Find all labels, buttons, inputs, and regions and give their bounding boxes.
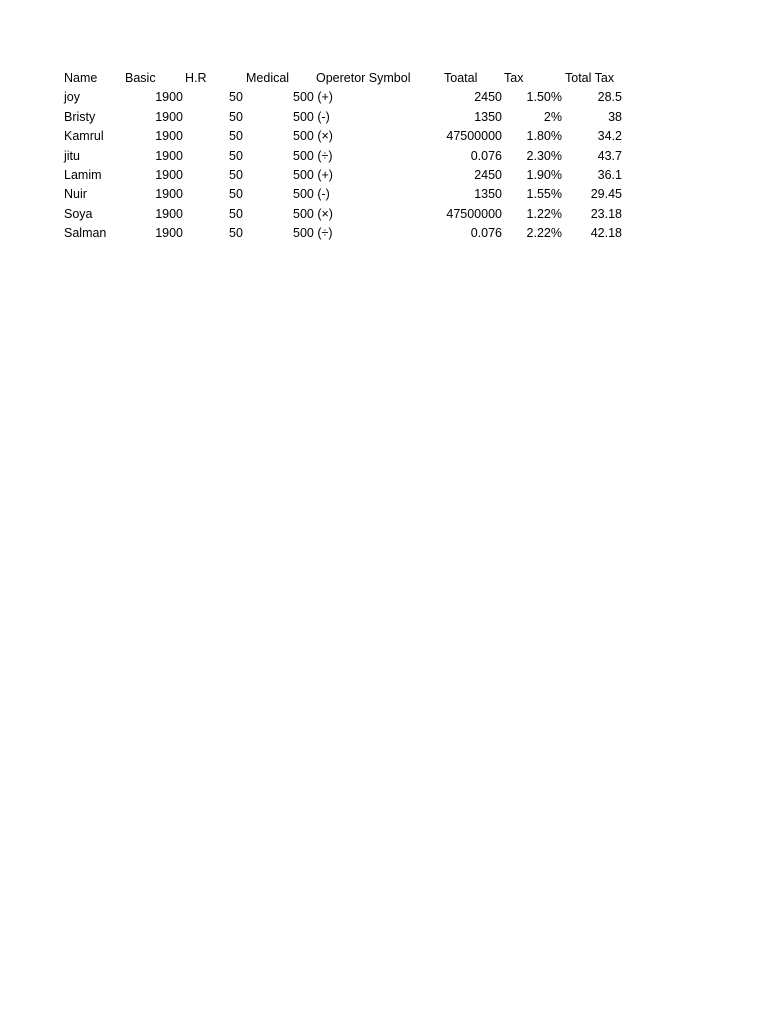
cell-name: Salman <box>64 226 107 241</box>
salary-table <box>0 69 768 244</box>
table-row <box>0 127 768 146</box>
cell-symbol: 500 (+) <box>293 90 333 105</box>
header-basic: Basic <box>125 71 156 85</box>
header-tax: Tax <box>504 71 524 85</box>
cell-basic: 1900 <box>155 226 183 241</box>
cell-hr: 50 <box>229 90 243 105</box>
header-name: Name <box>64 71 98 85</box>
cell-name: Lamim <box>64 167 102 182</box>
cell-name: jitu <box>64 148 80 163</box>
cell-tax: 1.80% <box>526 129 562 144</box>
cell-total: 47500000 <box>446 129 502 144</box>
cell-hr: 50 <box>229 129 243 144</box>
cell-basic: 1900 <box>155 109 183 124</box>
header-hr: H.R <box>185 71 207 85</box>
cell-name: Soya <box>64 206 93 221</box>
header-symbol: Operetor Symbol <box>316 71 411 85</box>
cell-tax: 2.30% <box>526 148 562 163</box>
header-row <box>0 69 768 88</box>
table-row <box>0 147 768 166</box>
cell-total: 2450 <box>474 90 502 105</box>
cell-total: 47500000 <box>446 206 502 221</box>
cell-basic: 1900 <box>155 90 183 105</box>
cell-tax: 1.50% <box>526 90 562 105</box>
cell-basic: 1900 <box>155 187 183 202</box>
cell-total-tax: 29.45 <box>590 187 622 202</box>
cell-total-tax: 23.18 <box>590 206 622 221</box>
cell-name: Bristy <box>64 109 96 124</box>
cell-name: joy <box>64 90 80 105</box>
cell-total: 0.076 <box>470 148 502 163</box>
cell-tax: 1.22% <box>526 206 562 221</box>
table-row <box>0 88 768 107</box>
cell-symbol: 500 (+) <box>293 167 333 182</box>
table-row <box>0 224 768 243</box>
table-row <box>0 205 768 224</box>
cell-total-tax: 42.18 <box>590 226 622 241</box>
cell-name: Kamrul <box>64 129 104 144</box>
cell-total-tax: 43.7 <box>597 148 622 163</box>
cell-symbol: 500 (-) <box>293 187 330 202</box>
cell-basic: 1900 <box>155 206 183 221</box>
header-total-tax: Total Tax <box>565 71 615 85</box>
cell-total: 1350 <box>474 187 502 202</box>
cell-total-tax: 28.5 <box>597 90 622 105</box>
cell-tax: 2% <box>543 109 562 124</box>
cell-hr: 50 <box>229 148 243 163</box>
cell-hr: 50 <box>229 109 243 124</box>
cell-total: 2450 <box>474 167 502 182</box>
cell-total-tax: 38 <box>608 109 622 124</box>
cell-total-tax: 36.1 <box>597 167 622 182</box>
cell-tax: 1.90% <box>526 167 562 182</box>
cell-tax: 2.22% <box>526 226 562 241</box>
cell-hr: 50 <box>229 206 243 221</box>
cell-symbol: 500 (×) <box>293 206 333 221</box>
table-row <box>0 108 768 127</box>
cell-symbol: 500 (-) <box>293 109 330 124</box>
cell-symbol: 500 (÷) <box>293 148 333 163</box>
table-row <box>0 166 768 185</box>
cell-tax: 1.55% <box>526 187 562 202</box>
cell-basic: 1900 <box>155 167 183 182</box>
cell-total: 1350 <box>474 109 502 124</box>
cell-hr: 50 <box>229 226 243 241</box>
cell-basic: 1900 <box>155 129 183 144</box>
cell-symbol: 500 (×) <box>293 129 333 144</box>
cell-total-tax: 34.2 <box>597 129 622 144</box>
cell-basic: 1900 <box>155 148 183 163</box>
header-total: Toatal <box>444 71 478 85</box>
cell-name: Nuir <box>64 187 87 202</box>
header-medical: Medical <box>246 71 290 85</box>
cell-hr: 50 <box>229 167 243 182</box>
cell-symbol: 500 (÷) <box>293 226 333 241</box>
table-row <box>0 185 768 204</box>
cell-total: 0.076 <box>470 226 502 241</box>
cell-hr: 50 <box>229 187 243 202</box>
